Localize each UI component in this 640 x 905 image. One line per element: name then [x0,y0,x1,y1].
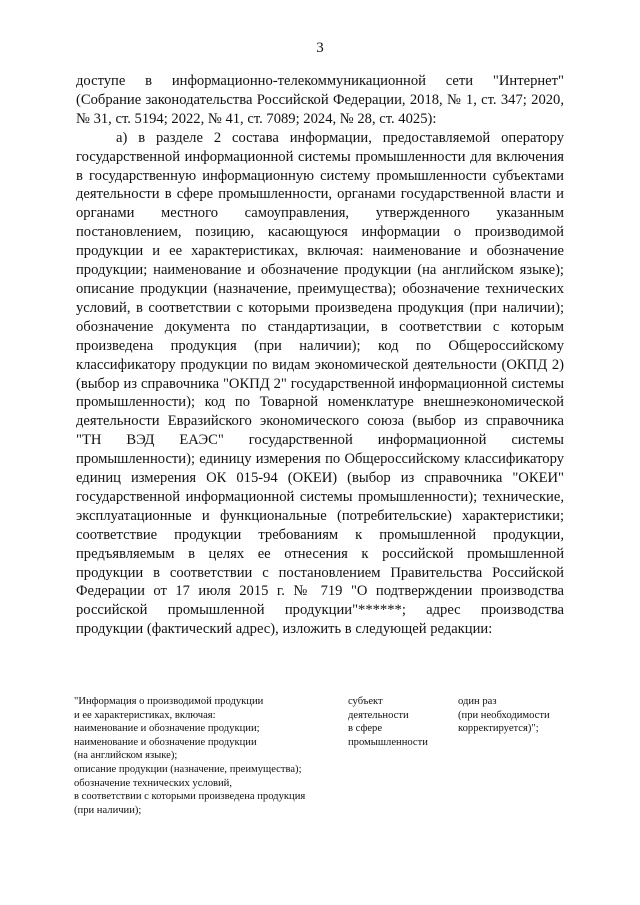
table-cell-line: в сфере [348,723,383,735]
table-cell-line: обозначение технических условий, [74,777,232,789]
table-cell-line: наименование и обозначение продукции; [74,723,260,735]
table-cell-line: субъект [348,696,383,707]
table-cell-line: деятельности [348,709,409,721]
paragraph-item-a: а) в разделе 2 состава информации, предоставляемой оператору государственной информационной системы промышленности для включения в государственную информационную систему промышленности субъектами деятельности в сфере промышленности, органами государственной власти и органами местного самоуправления, утвержденного указанным постановлением, позицию, касающуюся информации о производимой продукции и ее характеристиках, включая: наименование и обозначение продукции; наименование и обозначение продукции (на английском языке); описание продукции (назначение, преимущества); обозначение технических условий, в соответствии с которыми произведена продукция (при наличии); обозначение документа по стандартизации, в соответствии с которым произведена продукция (при наличии); код по Общероссийскому классификатору продукции по видам экономической деятельности (ОКПД 2) (выбор из справочника "ОКПД 2" государственной информационной системы промышленности); код по Товарной номенклатуре внешнеэкономической деятельности Евразийского экономического союза (выбор из справочника "ТН ВЭД ЕАЭС" государственной информационной системы промышленности); единицу измерения по Общероссийскому классификатору единиц измерения ОК 015-94 (ОКЕИ) (выбор из справочника "ОКЕИ" государственной информационной системы промышленности); технические, эксплуатационные и функциональные (потребительские) характеристики; соответствие продукции требованиям к промышленной продукции, предъявляемым в целях ее отнесения к российской промышленной продукции в соответствии с постановлением Правительства Российской Федерации от 17 июля 2015 г. № 719 "О подтверждении производства российской промышленной продукции"******; адрес производства продукции (фактический адрес), изложить в следующей редакции: [76,129,564,638]
table-cell-line: промышленности [348,736,428,748]
table-cell-line: (при необходимости [458,709,550,721]
table-col-information [74,695,340,817]
table-cell-line: и ее характеристиках, включая: [74,709,216,721]
table-cell-line: описание продукции (назначение, преимущества); [74,763,302,775]
table-cell-line: наименование и обозначение продукции [74,736,257,748]
page-number: 3 [316,40,324,56]
table-cell-line: (при наличии); [74,804,142,816]
table-cell-line: (на английском языке); [74,750,178,762]
paragraph-intro: доступе в информационно-телекоммуникационной сети "Интернет" (Собрание законодательства Российской Федерации, 2018, № 1, ст. 347; 2020, № 31, ст. 5194; 2022, № 41, ст. 7089; 2024, № 28, ст. 4025): [76,73,564,127]
table-cell-line: "Информация о производимой продукции [74,696,264,707]
table-cell-line: корректируется)"; [458,723,539,735]
table-cell-line: один раз [458,696,497,707]
table-col-frequency [458,695,578,736]
table-cell-line: в соответствии с которыми произведена продукция [74,791,306,803]
table-col-subject [348,695,448,749]
document-body [76,72,564,639]
